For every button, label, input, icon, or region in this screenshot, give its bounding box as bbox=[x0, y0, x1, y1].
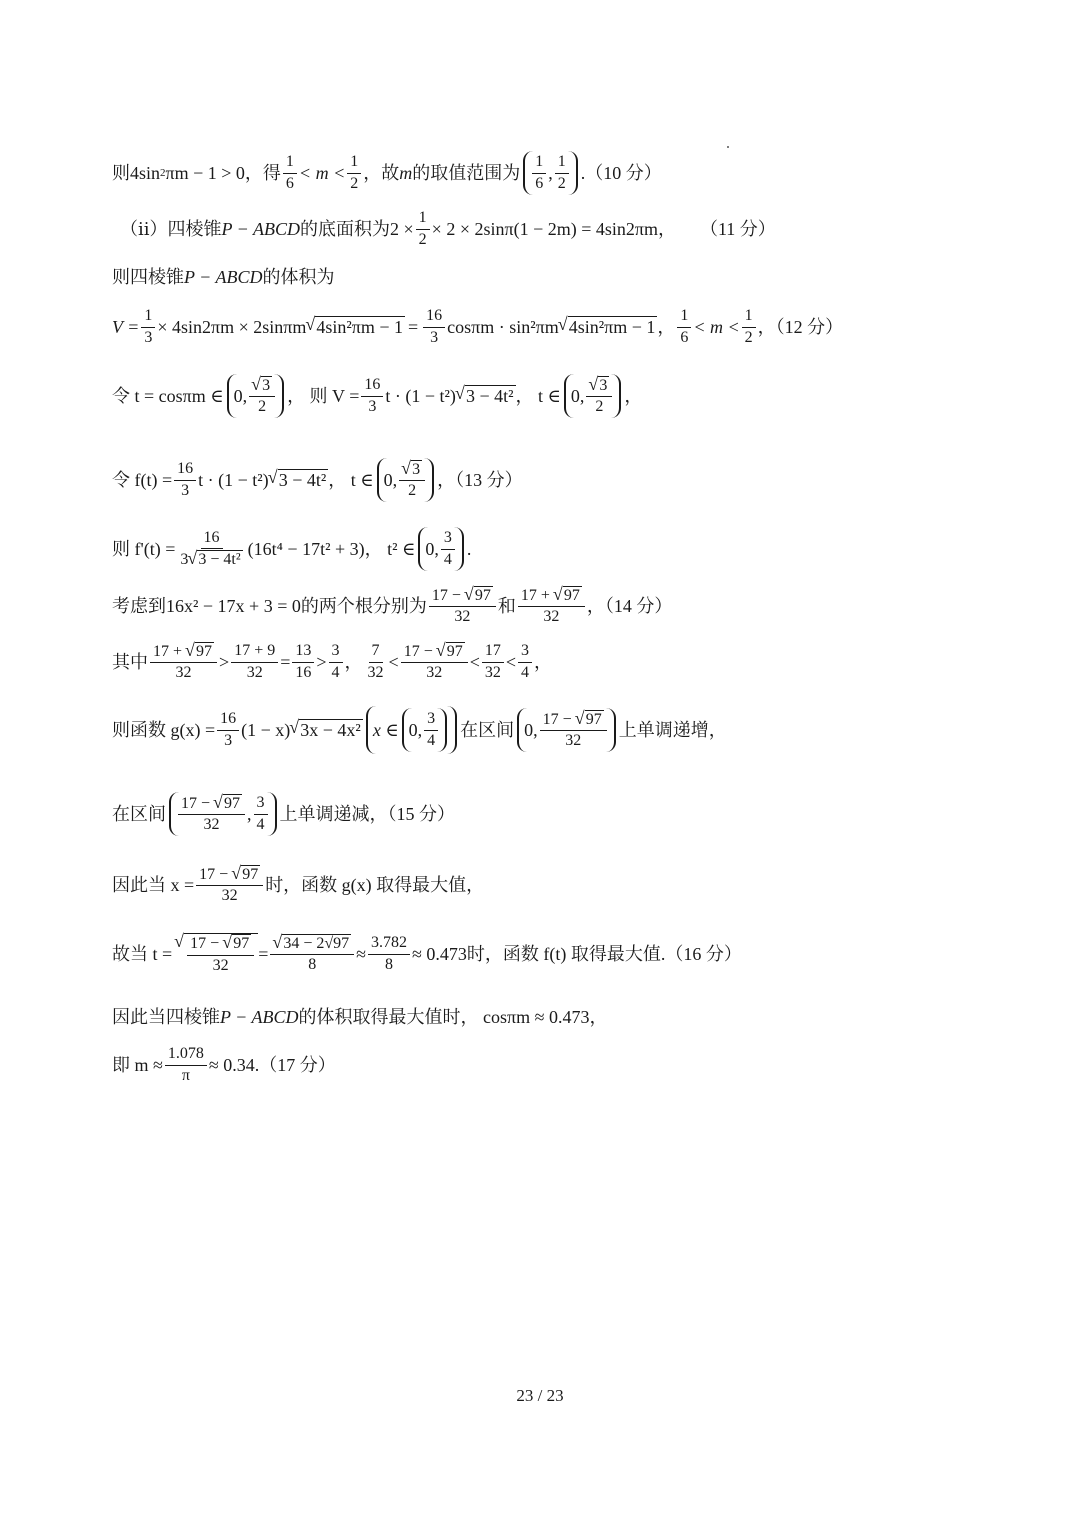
text: ，（13 分） bbox=[437, 470, 523, 490]
square-root: √ 4sin²πm − 1 bbox=[568, 316, 658, 338]
denominator: 2 bbox=[744, 328, 753, 346]
numerator: 1.078 bbox=[165, 1045, 207, 1065]
math-term: 3 bbox=[180, 551, 189, 568]
denominator: 32 bbox=[175, 664, 192, 681]
denominator: π bbox=[181, 1066, 190, 1084]
numerator bbox=[150, 642, 217, 663]
text: (1 − x) bbox=[241, 720, 291, 740]
denominator bbox=[177, 549, 245, 569]
interval bbox=[377, 458, 435, 503]
text: , bbox=[548, 163, 553, 183]
denominator: 6 bbox=[680, 328, 689, 346]
text: P − ABCD bbox=[220, 1007, 299, 1027]
math-term: 17 + bbox=[520, 586, 554, 604]
text: 的体积为 bbox=[262, 267, 335, 287]
interval bbox=[418, 527, 464, 571]
denominator: 2 bbox=[418, 230, 427, 248]
fraction bbox=[196, 865, 263, 906]
fraction bbox=[742, 307, 756, 347]
solution-line-4 bbox=[112, 305, 1020, 349]
text: = bbox=[258, 944, 269, 964]
text: 则四棱锥 bbox=[112, 267, 184, 287]
denominator: 4 bbox=[443, 550, 452, 568]
text: ， bbox=[624, 386, 643, 406]
denominator: 32 bbox=[221, 887, 238, 904]
denominator: 32 bbox=[565, 732, 582, 749]
solution-line-7 bbox=[112, 524, 1020, 574]
numerator: 3 bbox=[441, 529, 455, 549]
solution-line-5 bbox=[112, 368, 1020, 424]
text: x ∈ bbox=[372, 720, 399, 740]
interval bbox=[402, 708, 448, 752]
math-term: 17 − bbox=[431, 586, 465, 604]
text: .（10 分） bbox=[580, 163, 662, 183]
square-root: √ 97 bbox=[223, 794, 242, 813]
fraction bbox=[555, 153, 569, 193]
numerator: 3 bbox=[424, 710, 438, 730]
fraction bbox=[141, 307, 155, 347]
domain-condition bbox=[366, 706, 457, 754]
text: πm − 1 > 0 bbox=[165, 163, 245, 183]
square-root: √ 3x − 4x² bbox=[299, 719, 363, 741]
fraction bbox=[677, 307, 691, 347]
denominator: 32 bbox=[246, 663, 263, 681]
fraction bbox=[401, 642, 468, 683]
denominator: 16 bbox=[295, 663, 312, 681]
denominator: 4 bbox=[521, 663, 530, 681]
square-root: √ 3 bbox=[411, 460, 422, 479]
text: 0, bbox=[570, 386, 585, 406]
numerator: 3 bbox=[329, 642, 343, 662]
fraction bbox=[217, 710, 239, 750]
text: < bbox=[469, 652, 480, 672]
denominator: 3 bbox=[368, 397, 377, 415]
interval bbox=[523, 151, 578, 195]
numerator: 3 bbox=[254, 794, 268, 814]
numerator bbox=[187, 934, 254, 955]
text: × 2 × 2sinπ(1 − 2m) = 4sin2πm， bbox=[431, 219, 676, 239]
text: = bbox=[407, 317, 419, 337]
solution-line-9 bbox=[112, 640, 1020, 684]
solution-line-11 bbox=[112, 786, 1020, 842]
fraction bbox=[518, 586, 585, 627]
text: , bbox=[247, 804, 252, 824]
square-root: √ 97 bbox=[563, 586, 582, 605]
fraction bbox=[329, 642, 343, 682]
square-root: √ 3 bbox=[261, 376, 272, 395]
fraction bbox=[540, 710, 607, 751]
text: ， 则 V = bbox=[287, 386, 360, 406]
fraction bbox=[482, 642, 504, 682]
text: 因此当 x = bbox=[112, 875, 195, 895]
square-root: √ 3 − 4t² bbox=[278, 469, 329, 491]
numerator bbox=[196, 865, 263, 886]
numerator: 3 bbox=[518, 642, 532, 662]
square-root: √ 97 bbox=[195, 642, 214, 661]
text: 令 f(t) = bbox=[112, 470, 173, 490]
denominator: 2 bbox=[258, 398, 267, 415]
denominator: 4 bbox=[427, 731, 436, 749]
variable: m bbox=[399, 163, 413, 183]
fraction bbox=[532, 153, 546, 193]
fraction bbox=[177, 529, 245, 570]
text: × 4sin2πm × 2sinπm bbox=[157, 317, 307, 337]
numerator: 7 bbox=[369, 642, 383, 662]
square-root: √ 97 bbox=[585, 710, 604, 729]
text: 则 f'(t) = bbox=[112, 539, 176, 559]
text: ，故 bbox=[363, 163, 400, 183]
interval bbox=[517, 708, 616, 753]
numerator bbox=[401, 642, 468, 663]
scan-speck bbox=[727, 146, 729, 148]
numerator: 17 + 9 bbox=[231, 642, 278, 662]
text: = bbox=[280, 652, 291, 672]
fraction bbox=[368, 934, 410, 974]
denominator: 3 bbox=[181, 481, 190, 499]
text: 0, bbox=[408, 720, 423, 740]
solution-line-15 bbox=[112, 1042, 1020, 1088]
text: 其中 bbox=[112, 652, 148, 672]
numerator: 16 bbox=[174, 460, 196, 480]
math-term: 17 − bbox=[181, 794, 215, 812]
math-term: 17 − bbox=[190, 935, 224, 953]
fraction bbox=[254, 794, 268, 834]
fraction bbox=[187, 934, 254, 975]
text: < bbox=[505, 652, 517, 672]
text: 0, bbox=[383, 470, 398, 490]
text: P − ABCD bbox=[221, 219, 301, 239]
solution-line-6 bbox=[112, 452, 1020, 508]
denominator: 3 bbox=[224, 731, 233, 749]
text: ， t ∈ bbox=[515, 386, 561, 406]
numerator bbox=[586, 376, 612, 397]
denominator: 4 bbox=[331, 663, 340, 681]
text: 上单调递增， bbox=[618, 720, 727, 740]
numerator: 1 bbox=[555, 153, 569, 173]
math-term: 17 + bbox=[153, 642, 187, 660]
solution-line-14 bbox=[112, 1006, 1020, 1028]
numerator: 1 bbox=[141, 307, 155, 327]
text: 上单调递减，（15 分） bbox=[279, 804, 456, 824]
fraction bbox=[292, 642, 314, 682]
text: < m < bbox=[298, 163, 346, 183]
interval bbox=[169, 792, 277, 837]
numerator: 1 bbox=[742, 307, 756, 327]
numerator: 16 bbox=[217, 710, 239, 730]
square-root: √ 3 − 4t² bbox=[197, 550, 242, 569]
denominator: 32 bbox=[484, 663, 501, 681]
square-root: √ 34 − 2√97 bbox=[282, 934, 351, 953]
fraction bbox=[416, 209, 430, 249]
square-root: √ 3 − 4t² bbox=[465, 385, 516, 407]
text: t · (1 − t²) bbox=[198, 470, 269, 490]
numerator bbox=[249, 376, 275, 397]
solution-line-13 bbox=[112, 928, 1020, 980]
fraction bbox=[165, 1045, 207, 1085]
numerator bbox=[540, 710, 607, 731]
numerator: 1 bbox=[532, 153, 546, 173]
page-number: 23 / 23 bbox=[516, 1386, 564, 1405]
denominator: 32 bbox=[203, 816, 220, 833]
fraction bbox=[518, 642, 532, 682]
text: < m < bbox=[693, 317, 740, 337]
text: cosπm · sin²πm bbox=[447, 317, 559, 337]
text: ，（14 分） bbox=[586, 596, 673, 616]
interval bbox=[227, 374, 285, 419]
denominator: 2 bbox=[408, 482, 417, 499]
fraction bbox=[429, 586, 496, 627]
denominator: 32 bbox=[367, 663, 384, 681]
text: （ⅱ）四棱锥 bbox=[120, 219, 222, 239]
solution-line-10 bbox=[112, 702, 1020, 758]
text: ≈ 0.34.（17 分） bbox=[208, 1055, 336, 1075]
text: 在区间 bbox=[460, 720, 515, 740]
solution-line-3 bbox=[112, 266, 1020, 288]
text: 则4sin bbox=[112, 163, 161, 183]
text: ≈ bbox=[356, 944, 367, 964]
numerator: 16 bbox=[201, 529, 223, 549]
fraction bbox=[178, 794, 245, 835]
fraction bbox=[361, 376, 383, 416]
text: 故当 t = bbox=[112, 944, 173, 964]
numerator: 1 bbox=[283, 153, 297, 173]
text: ，得 bbox=[244, 163, 281, 183]
fraction bbox=[347, 153, 361, 193]
text: ， bbox=[534, 652, 553, 672]
denominator: 2 bbox=[557, 174, 566, 192]
square-root: √ 97 bbox=[474, 586, 493, 605]
text: 和 bbox=[497, 596, 516, 616]
text: V = bbox=[112, 317, 140, 337]
solution-line-1: 则4sin 2 πm − 1 > 0 ，得 $\frac{1}{6}$ < m < $\frac{1}{2}$ ，故 m 的取值范围为 $\frac{1}{6}$ , $\frac{1}{2}$ .（10 分） bbox=[112, 150, 1020, 196]
denominator: 32 bbox=[543, 608, 560, 625]
text: 的取值范围为 bbox=[412, 163, 521, 183]
fraction bbox=[174, 460, 196, 500]
text: 令 t = cosπm ∈ bbox=[112, 386, 224, 406]
text: 考虑到16x² − 17x + 3 = 0的两个根分别为 bbox=[112, 596, 427, 616]
text: > bbox=[316, 652, 327, 672]
square-root: √ 3 bbox=[598, 376, 609, 395]
fraction bbox=[365, 642, 387, 682]
text: 在区间 bbox=[112, 804, 166, 824]
numerator: 17 bbox=[482, 642, 504, 662]
denominator: 8 bbox=[385, 955, 394, 973]
square-root: √ 97 bbox=[232, 934, 251, 953]
math-term: 17 − bbox=[542, 710, 576, 728]
text: t · (1 − t²) bbox=[385, 386, 456, 406]
fraction bbox=[399, 460, 425, 501]
numerator: 1 bbox=[416, 209, 430, 229]
text: . bbox=[466, 539, 472, 559]
fraction bbox=[424, 710, 438, 750]
denominator: 8 bbox=[308, 956, 317, 973]
text: 0, bbox=[425, 539, 439, 559]
numerator: 16 bbox=[361, 376, 383, 396]
numerator bbox=[178, 794, 245, 815]
solution-line-8 bbox=[112, 584, 1020, 628]
text: 因此当四棱锥 bbox=[112, 1007, 220, 1027]
fraction bbox=[150, 642, 217, 683]
fraction bbox=[283, 153, 297, 193]
denominator: 32 bbox=[426, 664, 443, 681]
numerator: 1 bbox=[347, 153, 361, 173]
denominator: 6 bbox=[285, 174, 294, 192]
numerator: 16 bbox=[423, 307, 445, 327]
square-root bbox=[184, 933, 258, 975]
denominator: 3 bbox=[144, 328, 153, 346]
numerator bbox=[518, 586, 585, 607]
text: (16t⁴ − 17t² + 3)， t² ∈ bbox=[247, 539, 416, 559]
denominator: 3 bbox=[430, 328, 439, 346]
denominator: 32 bbox=[212, 956, 229, 974]
solution-line-2 bbox=[120, 207, 1020, 251]
square-root: √ 4sin²πm − 1 bbox=[315, 316, 405, 338]
text: ≈ 0.473时，函数 f(t) 取得最大值.（16 分） bbox=[412, 944, 742, 964]
text: < bbox=[388, 652, 399, 672]
fraction bbox=[231, 642, 278, 682]
math-term: 17 − bbox=[199, 865, 233, 883]
text: ， bbox=[344, 652, 363, 672]
square-root: √ 97 bbox=[446, 642, 465, 661]
text: P − ABCD bbox=[184, 267, 263, 287]
text: 的底面积为2 × bbox=[300, 219, 414, 239]
denominator: 2 bbox=[595, 398, 604, 415]
denominator: 6 bbox=[535, 174, 544, 192]
fraction bbox=[441, 529, 455, 569]
numerator: 3.782 bbox=[368, 934, 410, 954]
square-root: √ 97 bbox=[241, 865, 260, 884]
denominator: 32 bbox=[454, 608, 471, 625]
fraction bbox=[586, 376, 612, 417]
text: 的体积取得最大值时， cosπm ≈ 0.473， bbox=[298, 1007, 608, 1027]
numerator bbox=[429, 586, 496, 607]
fraction bbox=[423, 307, 445, 347]
text: ，（12 分） bbox=[757, 317, 844, 337]
score-note: （11 分） bbox=[699, 219, 776, 239]
denominator: 4 bbox=[256, 815, 265, 833]
text: 时，函数 g(x) 取得最大值， bbox=[265, 875, 485, 895]
text: 0, bbox=[233, 386, 248, 406]
numerator bbox=[270, 934, 354, 955]
text: ， bbox=[657, 317, 676, 337]
denominator: 2 bbox=[350, 174, 359, 192]
interval bbox=[564, 374, 622, 419]
text: ， t ∈ bbox=[328, 470, 374, 490]
numerator: 13 bbox=[292, 642, 314, 662]
text: > bbox=[219, 652, 230, 672]
fraction bbox=[270, 934, 354, 975]
numerator bbox=[399, 460, 425, 481]
text: 则函数 g(x) = bbox=[112, 720, 216, 740]
numerator: 1 bbox=[677, 307, 691, 327]
text: 0, bbox=[524, 720, 538, 740]
fraction bbox=[249, 376, 275, 417]
text: 即 m ≈ bbox=[112, 1055, 163, 1075]
math-term: 17 − bbox=[403, 642, 437, 660]
solution-line-12 bbox=[112, 862, 1020, 908]
